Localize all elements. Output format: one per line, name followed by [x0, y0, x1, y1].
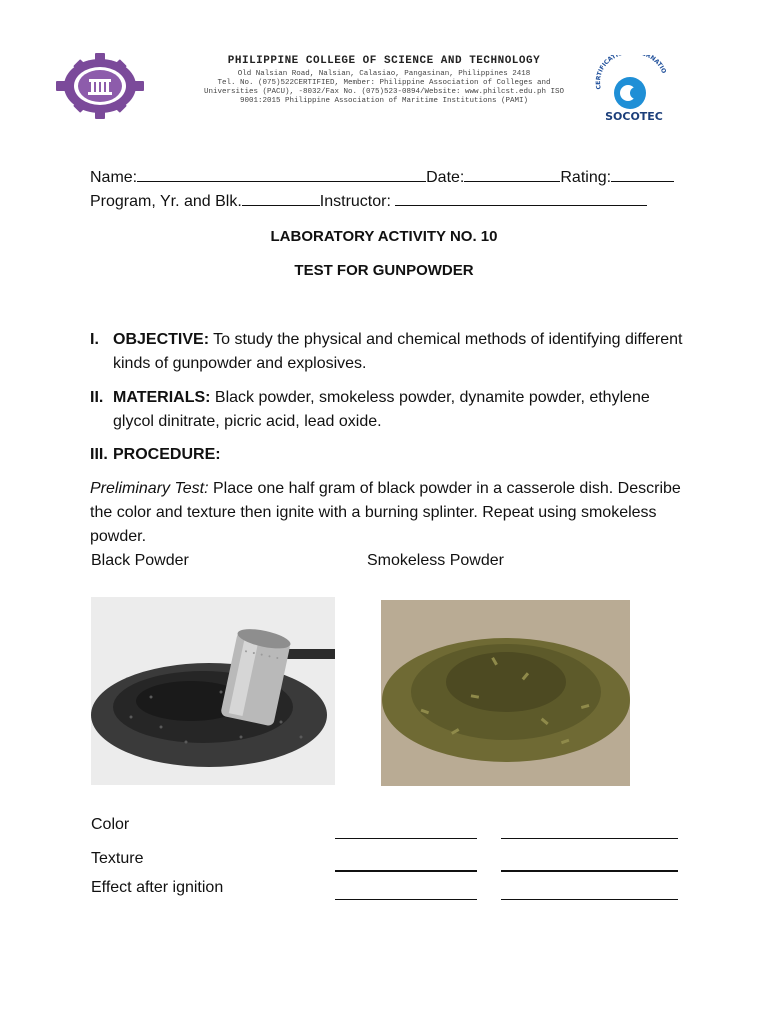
- cert-name: SOCOTEC: [605, 110, 663, 123]
- name-label: Name:: [90, 169, 138, 186]
- objective-text: To study the physical and chemical methods of identifying different kinds of gunpowder and explosives.: [113, 331, 683, 372]
- texture-smokeless-blank[interactable]: [501, 870, 678, 872]
- address-line: Tel. No. (075)522CERTIFIED, Member: Philippine Association of Colleges and: [217, 79, 551, 87]
- address-line: Universities (PACU), -8032/Fax No. (075)523-0894/Website: www.philcst.edu.ph ISO: [203, 88, 565, 96]
- objective-heading: OBJECTIVE:: [113, 331, 210, 348]
- black-powder-photo: [91, 597, 335, 785]
- effect-smokeless-blank[interactable]: [501, 899, 678, 900]
- college-name: PHILIPPINE COLLEGE OF SCIENCE AND TECHNOLOGY: [227, 55, 541, 67]
- name-blank[interactable]: [137, 167, 426, 182]
- materials-heading: MATERIALS:: [113, 389, 211, 406]
- objective-section: [90, 328, 690, 376]
- materials-section: [90, 386, 690, 434]
- row-label-effect-after-ignition: Effect after ignition: [91, 879, 224, 896]
- smokeless-powder-heading: Smokeless Powder: [367, 552, 504, 569]
- rating-blank[interactable]: [611, 167, 674, 182]
- section-number: II.: [90, 389, 104, 406]
- instructor-blank[interactable]: [395, 191, 647, 206]
- program-blank[interactable]: [242, 191, 320, 206]
- form-row-1: [90, 167, 674, 187]
- form-row-2: [90, 191, 647, 211]
- color-black-blank[interactable]: [335, 838, 477, 839]
- preliminary-label: Preliminary Test:: [90, 480, 209, 497]
- rating-label: Rating:: [560, 169, 612, 186]
- preliminary-test-paragraph: [90, 477, 690, 549]
- address-line: 9001:2015 Philippine Association of Maritime Institutions (PAMI): [239, 97, 529, 105]
- date-blank[interactable]: [464, 167, 560, 182]
- black-powder-heading: Black Powder: [91, 552, 189, 569]
- date-label: Date:: [426, 169, 465, 186]
- test-title: TEST FOR GUNPOWDER: [294, 262, 474, 279]
- preliminary-text: Place one half gram of black powder in a casserole dish. Describe the color and texture then ignite with a burning splinter. Repeat using smokeless powder.: [90, 480, 681, 545]
- materials-text: Black powder, smokeless powder, dynamite powder, ethylene glycol dinitrate, picric acid, lead oxide.: [113, 389, 650, 430]
- procedure-section: [90, 443, 690, 467]
- cert-arc-text: CERTIFICATI RNATIO: [594, 55, 668, 91]
- address-line: Old Nalsian Road, Nalsian, Calasiao, Pangasinan, Philippines 2418: [237, 70, 531, 78]
- color-smokeless-blank[interactable]: [501, 838, 678, 839]
- program-label: Program, Yr. and Blk.: [90, 193, 242, 210]
- section-number: III.: [90, 446, 108, 463]
- smokeless-powder-photo: [381, 600, 630, 786]
- socotec-certification-logo: [585, 55, 685, 125]
- row-label-color: Color: [91, 816, 130, 833]
- activity-title: LABORATORY ACTIVITY NO. 10: [270, 228, 498, 245]
- texture-black-blank[interactable]: [335, 870, 477, 872]
- instructor-label: Instructor:: [319, 193, 391, 210]
- effect-black-blank[interactable]: [335, 899, 477, 900]
- section-number: I.: [90, 331, 99, 348]
- procedure-heading: PROCEDURE:: [113, 446, 221, 463]
- row-label-texture: Texture: [91, 850, 144, 867]
